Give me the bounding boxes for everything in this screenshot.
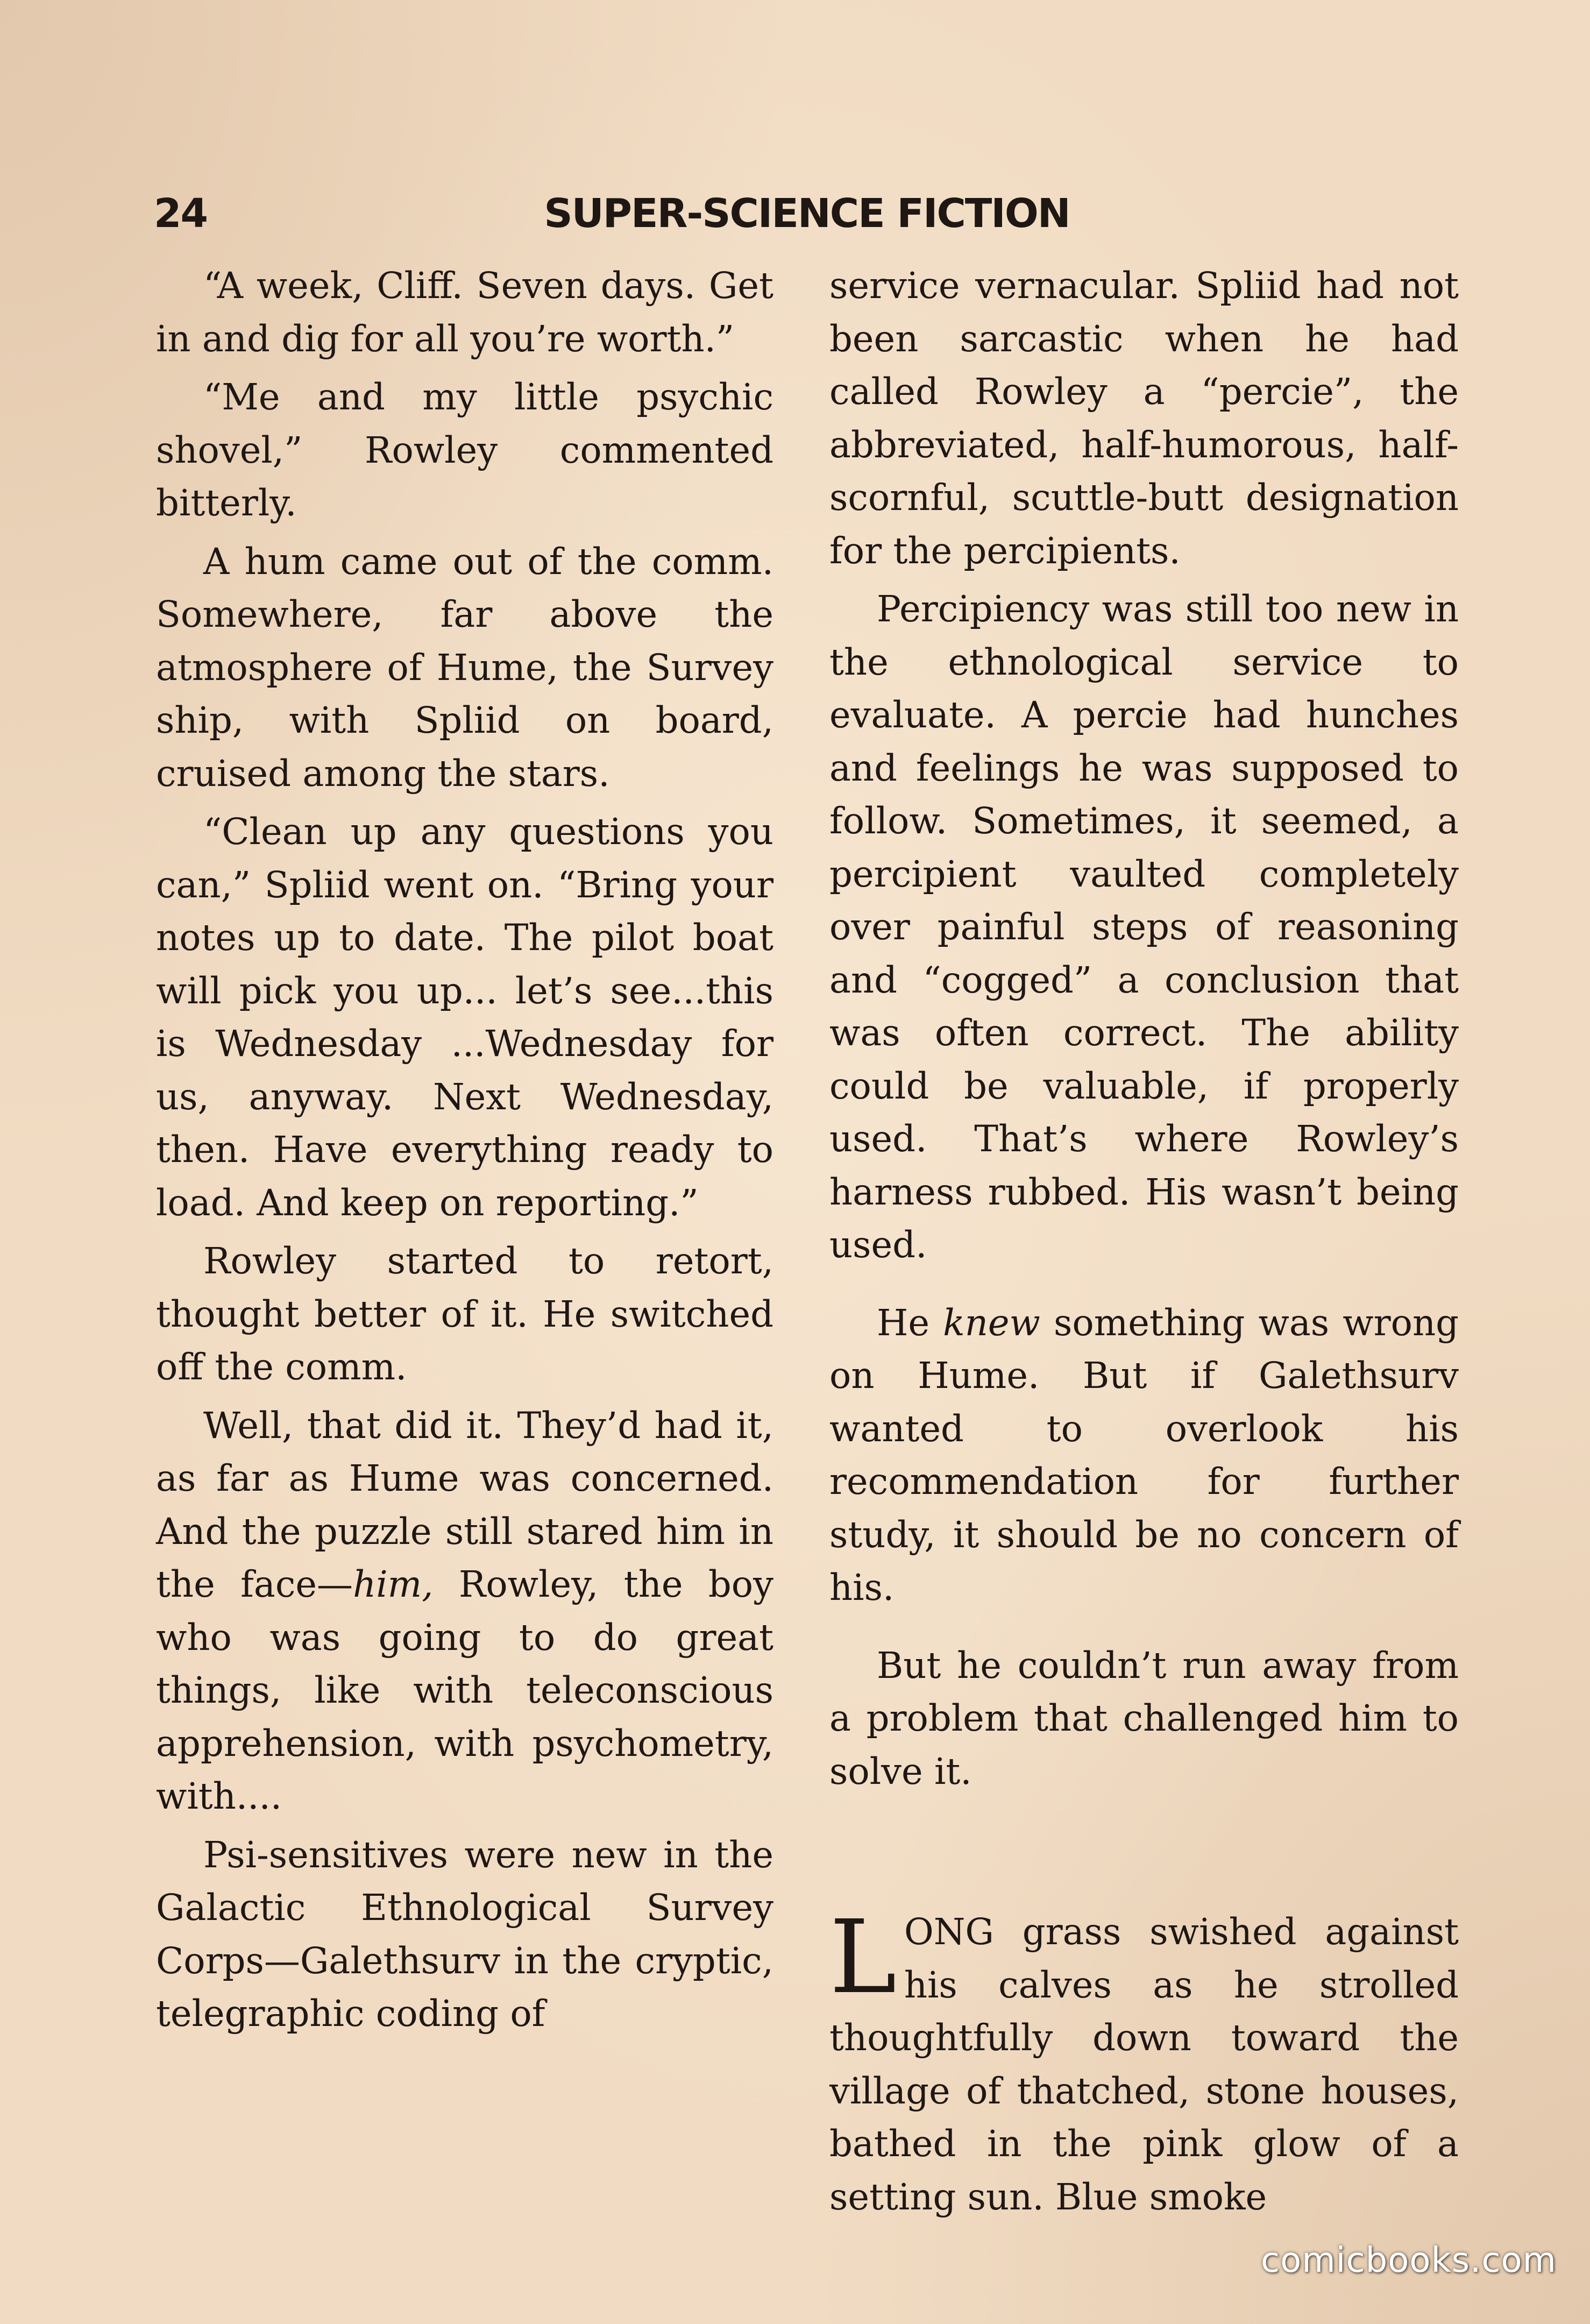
watermark-logo: comicbooks.com	[1260, 2241, 1557, 2280]
paragraph-gap	[829, 1277, 1459, 1296]
paragraph: Psi-sensitives were new in the Galactic Ethnological Survey Corps—Galethsurv in the cryptic, telegraphic coding of	[156, 1833, 773, 2035]
paragraph-text: something was wrong on Hume. But if Galethsurv wanted to overlook his recommendation for further study, it should be no concern of his.	[829, 1301, 1459, 1609]
emphasized-word: him,	[353, 1563, 434, 1605]
left-column	[156, 259, 773, 2046]
paragraph-text: ONG grass swished against his calves as he strolled thoughtfully down toward the village of thatched, stone houses, bathed in the pink glow of a setting sun. Blue smoke	[829, 1911, 1459, 2218]
paragraph-gap	[829, 1620, 1459, 1639]
paragraph: But he couldn’t run away from a problem that challenged him to solve it.	[829, 1644, 1459, 1792]
paragraph: A hum came out of the comm. Somewhere, far above the atmosphere of Hume, the Survey ship, with Spliid on board, cruised among the stars.	[156, 540, 773, 795]
paragraph: “A week, Cliff. Seven days. Get in and dig for all you’re worth.”	[156, 265, 773, 360]
paragraph	[156, 1399, 773, 1823]
page-number: 24	[154, 190, 207, 237]
paragraph: Percipiency was still too new in the ethnological service to evaluate. A percie had hunches and feelings he was supposed to follow. Sometimes, it seemed, a percipient vaulted completely over painful steps of reasoning and “cogged” a conclusion that was often correct. The ability could be valuable, if properly used. That’s where Rowley’s harness rubbed. His wasn’t being used.	[829, 588, 1459, 1266]
paragraph: “Me and my little psychic shovel,” Rowley commented bitterly.	[156, 376, 773, 524]
right-column	[829, 259, 1459, 2229]
paragraph: Rowley started to retort, thought better of it. He switched off the comm.	[156, 1240, 773, 1388]
drop-cap: L	[829, 1898, 897, 2016]
paragraph-continued: service vernacular. Spliid had not been sarcastic when he had called Rowley a “percie”, the abbreviated, half-humorous, half-scornful, scuttle-butt designation for the percipients.	[829, 265, 1459, 572]
paragraph	[829, 1296, 1459, 1614]
paragraph-text: Well, that did it. They’d had it, as far as Hume was concerned. And the puzzle still stared him in the face—	[156, 1404, 773, 1605]
paragraph-text: Rowley, the boy who was going to do great things, like with teleconscious apprehension, with psychometry, with....	[156, 1563, 773, 1817]
emphasized-word: knew	[943, 1301, 1040, 1344]
section-break	[829, 1803, 1459, 1905]
paragraph: “Clean up any questions you can,” Spliid went on. “Bring your notes up to date. The pilot boat will pick you up... let’s see...this is Wednesday ...Wednesday for us, anyway. Next Wednesday, then. Have everything ready to load. And keep on reporting.”	[156, 811, 773, 1224]
running-head-title: SUPER-SCIENCE FICTION	[544, 190, 1070, 237]
paragraph-text: He	[877, 1301, 943, 1344]
section-opening-paragraph	[829, 1898, 1459, 2223]
